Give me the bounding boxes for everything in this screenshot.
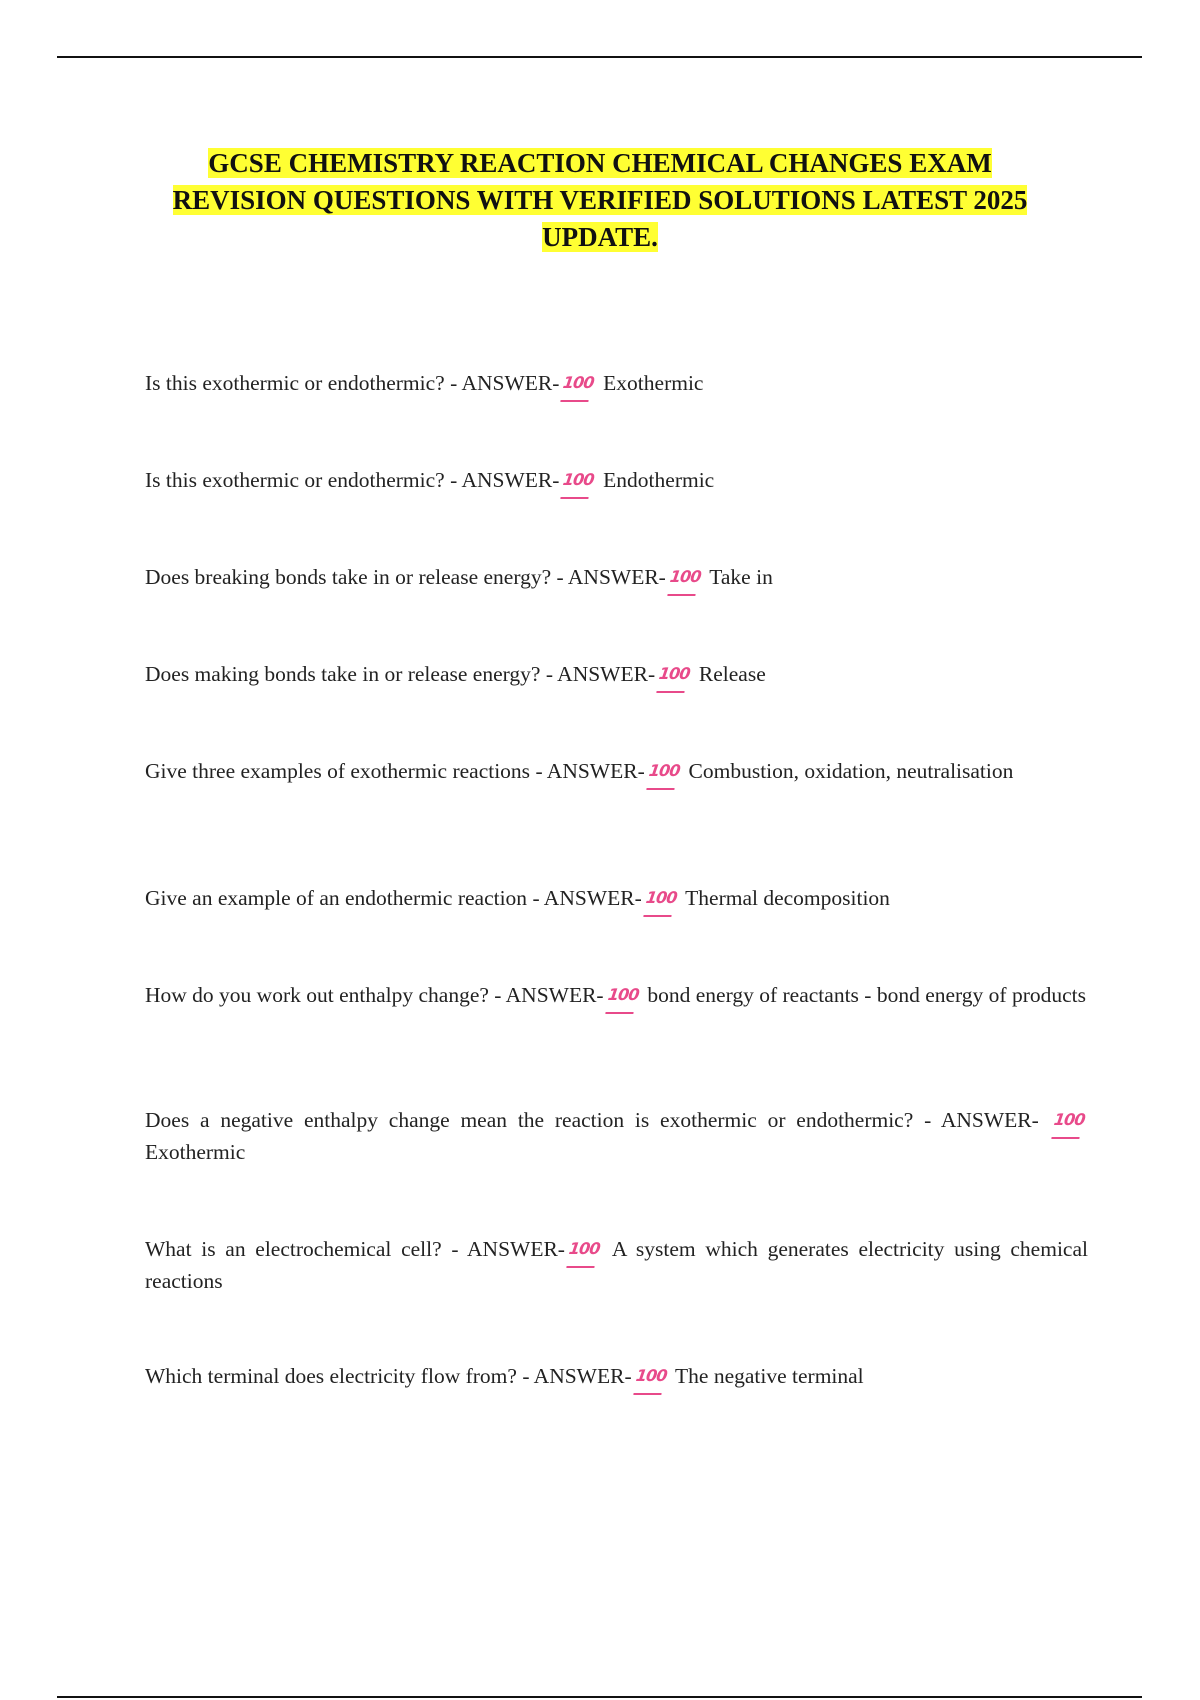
question-text: Does making bonds take in or release energy? [145, 662, 541, 686]
hundred-points-icon: 100 [563, 1233, 606, 1265]
answer-tag: - ANSWER- [545, 662, 656, 686]
hundred-points-icon: 100 [1047, 1104, 1090, 1136]
answer-text: Combustion, oxidation, neutralisation [688, 759, 1014, 783]
qa-item [145, 755, 1088, 787]
top-rule [57, 56, 1142, 58]
answer-tag: - ANSWER- [450, 468, 560, 492]
question-text: Is this exothermic or endothermic? [145, 371, 445, 395]
question-text: Does breaking bonds take in or release energy? [145, 565, 552, 589]
page-title [140, 145, 1060, 256]
answer-tag: - ANSWER- [494, 983, 604, 1007]
title-line-3: UPDATE. [542, 222, 658, 252]
hundred-points-icon: 100 [629, 1360, 672, 1392]
answer-tag: - ANSWER- [924, 1108, 1039, 1132]
answer-tag: - ANSWER- [451, 1237, 565, 1261]
hundred-points-icon: 100 [639, 882, 682, 914]
title-line-1: GCSE CHEMISTRY REACTION CHEMICAL CHANGES EXAM [208, 148, 992, 178]
title-line-2: REVISION QUESTIONS WITH VERIFIED SOLUTIONS LATEST 2025 [172, 185, 1028, 215]
answer-tag: - ANSWER- [556, 565, 666, 589]
qa-item [145, 1233, 1088, 1297]
answer-text: bond energy of reactants - bond energy of products [647, 983, 1087, 1007]
question-text: What is an electrochemical cell? [145, 1237, 442, 1261]
qa-item [145, 1360, 1088, 1392]
answer-tag: - ANSWER- [522, 1364, 632, 1388]
answer-text: Thermal decomposition [685, 886, 890, 910]
hundred-points-icon: 100 [653, 658, 696, 690]
answer-text: Take in [709, 565, 773, 589]
hundred-points-icon: 100 [557, 367, 600, 399]
question-text: Give three examples of exothermic reactions [145, 759, 531, 783]
answer-text: Exothermic [603, 371, 704, 395]
qa-item [145, 979, 1088, 1011]
answer-tag: - ANSWER- [532, 886, 642, 910]
question-text: Does a negative enthalpy change mean the reaction is exothermic or endothermic? [145, 1108, 914, 1132]
answer-text: Endothermic [603, 468, 715, 492]
hundred-points-icon: 100 [601, 979, 644, 1011]
qa-item [145, 658, 1088, 690]
answer-text: Release [698, 662, 766, 686]
question-text: Give an example of an endothermic reaction [145, 886, 528, 910]
qa-item [145, 367, 1088, 399]
question-text: How do you work out enthalpy change? [145, 983, 489, 1007]
answer-text: Exothermic [145, 1140, 246, 1164]
bottom-rule [57, 1696, 1142, 1698]
question-text: Is this exothermic or endothermic? [145, 468, 445, 492]
qa-item [145, 1104, 1088, 1168]
answer-tag: - ANSWER- [535, 759, 645, 783]
answer-tag: - ANSWER- [450, 371, 560, 395]
question-text: Which terminal does electricity flow from? [145, 1364, 517, 1388]
answer-text: A system which generates electricity using chemical reactions [145, 1237, 1088, 1293]
qa-item [145, 464, 1088, 496]
hundred-points-icon: 100 [664, 561, 707, 593]
qa-item [145, 882, 1088, 914]
hundred-points-icon: 100 [557, 464, 600, 496]
answer-text: The negative terminal [675, 1364, 864, 1388]
qa-item [145, 561, 1088, 593]
hundred-points-icon: 100 [642, 755, 685, 787]
